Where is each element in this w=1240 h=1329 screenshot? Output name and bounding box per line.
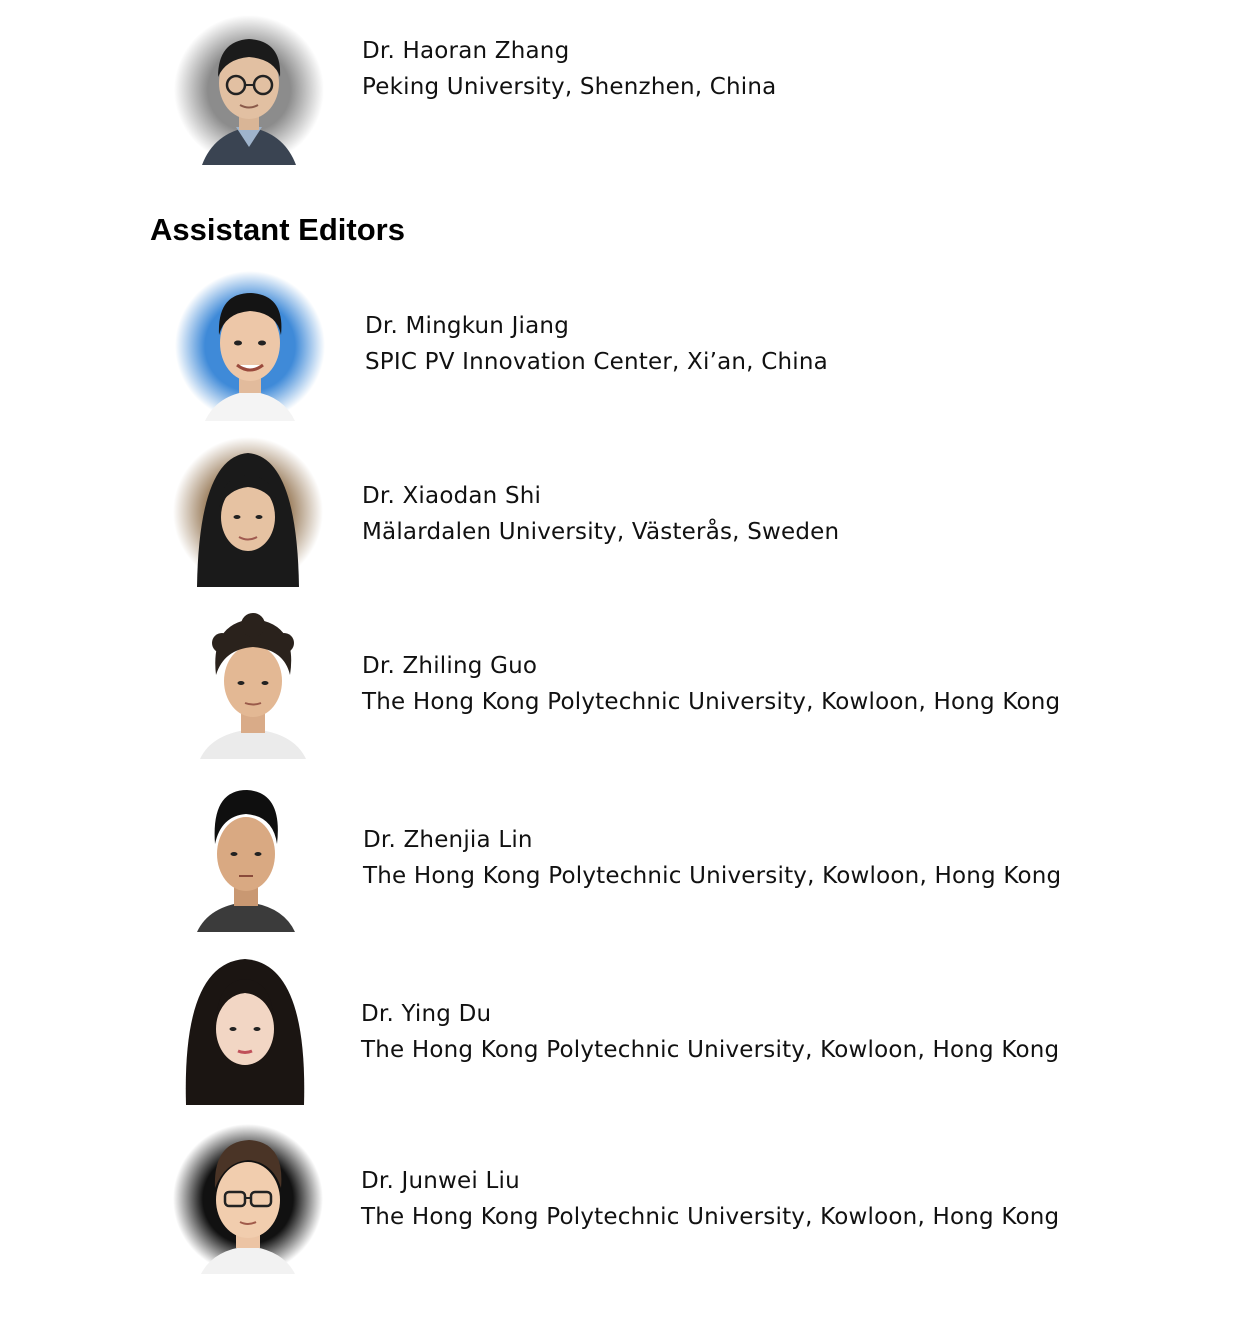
editor-name: Dr. Zhiling Guo [362, 653, 538, 679]
editor-affiliation: The Hong Kong Polytechnic University, Kowloon, Hong Kong [361, 1204, 1060, 1230]
portrait-photo [170, 955, 320, 1105]
editor-affiliation: Peking University, Shenzhen, China [362, 74, 777, 100]
portrait-photo [174, 15, 324, 165]
portrait-photo [173, 437, 323, 587]
editor-name: Dr. Ying Du [361, 1001, 492, 1027]
section-heading: Assistant Editors [150, 212, 405, 247]
editor-affiliation: SPIC PV Innovation Center, Xi’an, China [365, 349, 828, 375]
editor-name: Dr. Junwei Liu [361, 1168, 520, 1194]
editor-affiliation: Mälardalen University, Västerås, Sweden [362, 519, 840, 545]
portrait-photo [178, 609, 328, 759]
editor-affiliation: The Hong Kong Polytechnic University, Kowloon, Hong Kong [361, 1037, 1060, 1063]
editor-name: Dr. Xiaodan Shi [362, 483, 542, 509]
editor-name: Dr. Zhenjia Lin [363, 827, 533, 853]
editor-affiliation: The Hong Kong Polytechnic University, Kowloon, Hong Kong [363, 863, 1062, 889]
portrait-photo [171, 782, 321, 932]
portrait-photo [175, 271, 325, 421]
editor-name: Dr. Haoran Zhang [362, 38, 570, 64]
editor-affiliation: The Hong Kong Polytechnic University, Kowloon, Hong Kong [362, 689, 1061, 715]
editor-name: Dr. Mingkun Jiang [365, 313, 570, 339]
portrait-photo [173, 1124, 323, 1274]
